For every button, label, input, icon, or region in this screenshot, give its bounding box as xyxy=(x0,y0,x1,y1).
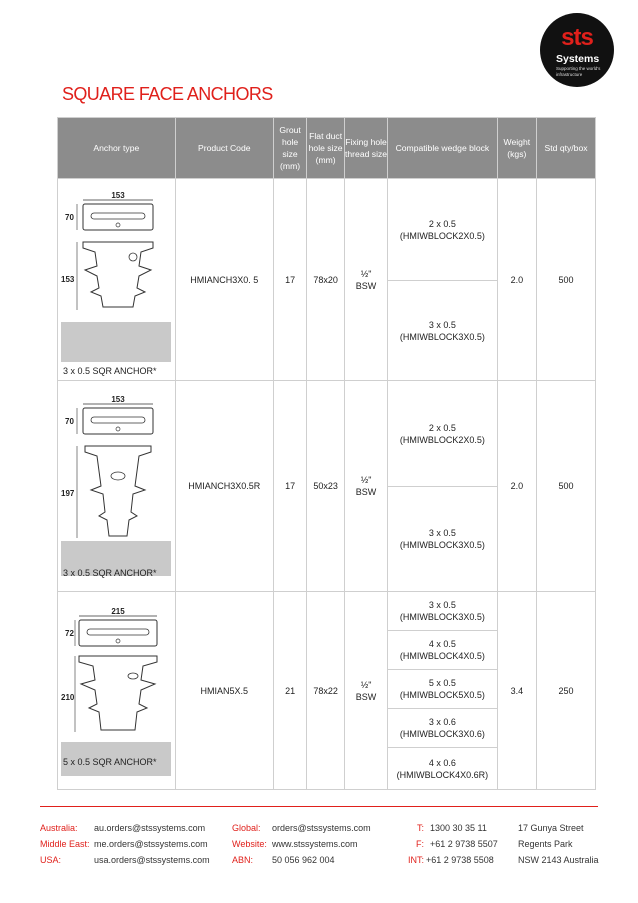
footer-address xyxy=(518,820,599,868)
footer-line-item xyxy=(232,820,371,836)
wedge-size: 3 x 0.5 xyxy=(428,600,456,610)
wedge-block xyxy=(388,487,497,592)
header-flat-duct: Flat duct hole size (mm) xyxy=(307,118,345,179)
footer-address-line: 17 Gunya Street xyxy=(518,823,584,833)
footer-line-item xyxy=(40,836,210,852)
fixing-bsw: BSW xyxy=(355,487,377,497)
header-product-code: Product Code xyxy=(175,118,273,179)
footer-global-info xyxy=(232,820,371,868)
anchor-label: 3 x 0.5 SQR ANCHOR* xyxy=(63,568,157,578)
wedge-block xyxy=(388,670,497,709)
wedge-code: (HMIWBLOCK2X0.5) xyxy=(399,434,485,445)
wedge-block xyxy=(388,631,497,670)
wedge-size: 4 x 0.5 xyxy=(428,639,456,649)
table-row xyxy=(58,592,596,631)
footer-label: USA: xyxy=(40,855,62,865)
anchor-type-cell xyxy=(58,381,176,592)
footer-phone-info xyxy=(406,820,498,868)
dim-width: 153 xyxy=(111,395,126,404)
page-title: SQUARE FACE ANCHORS xyxy=(62,84,273,104)
header-weight: Weight (kgs) xyxy=(497,118,537,179)
std-qty: 500 xyxy=(537,381,596,592)
wedge-code: (HMIWBLOCK3X0.5) xyxy=(399,540,485,550)
header-anchor-type: Anchor type xyxy=(58,118,176,179)
footer-label: Global: xyxy=(232,823,261,833)
fixing-thread xyxy=(344,381,387,592)
wedge-size: 3 x 0.5 xyxy=(428,528,456,538)
dim-top: 70 xyxy=(65,212,75,222)
wedge-code: (HMIWBLOCK2X0.5) xyxy=(399,230,485,241)
footer-line-item xyxy=(406,852,498,868)
wedge-code: (HMIWBLOCK4X0.6R) xyxy=(396,769,489,780)
footer-line-item xyxy=(40,820,210,836)
anchor-label: 5 x 0.5 SQR ANCHOR* xyxy=(63,757,157,767)
wedge-block xyxy=(388,179,497,281)
std-qty: 250 xyxy=(537,592,596,790)
footer-email-link[interactable]: usa.orders@stssystems.com xyxy=(94,855,210,865)
table-header-row xyxy=(58,118,596,179)
fixing-fraction: ½" xyxy=(360,475,372,485)
footer-label: INT: xyxy=(407,855,424,865)
anchor-spec-table xyxy=(57,117,596,790)
wedge-code: (HMIWBLOCK3X0.6) xyxy=(399,729,485,739)
header-fixing: Fixing hole thread size xyxy=(344,118,387,179)
footer-website-link[interactable]: www.stssystems.com xyxy=(272,839,358,849)
flat-duct-size: 78x20 xyxy=(307,179,345,381)
dim-top: 70 xyxy=(65,416,75,426)
footer-line-item xyxy=(232,836,371,852)
table-row xyxy=(58,381,596,487)
product-code: HMIANCH3X0. 5 xyxy=(175,179,273,381)
footer-divider xyxy=(40,806,598,807)
footer-line-item xyxy=(232,852,371,868)
footer-address-line: NSW 2143 Australia xyxy=(518,855,599,865)
footer-line-item xyxy=(406,820,498,836)
footer-address-line: Regents Park xyxy=(518,839,573,849)
dim-width: 153 xyxy=(111,191,126,200)
footer-fax: +61 2 9738 5507 xyxy=(430,839,498,849)
header-wedge: Compatible wedge block xyxy=(388,118,497,179)
footer-intl-phone: +61 2 9738 5508 xyxy=(426,855,494,865)
logo-name: Systems xyxy=(556,53,600,65)
wedge-block xyxy=(388,748,497,790)
weight: 3.4 xyxy=(497,592,537,790)
wedge-code: (HMIWBLOCK3X0.5) xyxy=(399,612,485,622)
header-qty: Std qty/box xyxy=(537,118,596,179)
footer-email-link[interactable]: me.orders@stssystems.com xyxy=(94,839,208,849)
footer-label: Middle East: xyxy=(40,839,90,849)
dim-height: 197 xyxy=(61,488,75,498)
footer-label: ABN: xyxy=(232,855,254,865)
wedge-size: 3 x 0.5 xyxy=(428,319,456,330)
dim-top: 72 xyxy=(65,628,75,638)
table-row xyxy=(58,179,596,281)
product-code: HMIANCH3X0.5R xyxy=(175,381,273,592)
anchor-label: 3 x 0.5 SQR ANCHOR* xyxy=(63,366,157,376)
wedge-block xyxy=(388,709,497,748)
footer-label: Australia: xyxy=(40,823,78,833)
anchor-diagram xyxy=(61,192,171,372)
anchor-type-cell xyxy=(58,179,176,381)
fixing-fraction: ½" xyxy=(360,268,372,279)
footer-label: F: xyxy=(416,839,424,849)
fixing-thread xyxy=(344,179,387,381)
footer-line-item xyxy=(40,852,210,868)
grout-size: 17 xyxy=(273,381,307,592)
wedge-code: (HMIWBLOCK3X0.5) xyxy=(399,331,485,342)
dim-height: 153 xyxy=(61,274,75,284)
flat-duct-size: 78x22 xyxy=(307,592,345,790)
logo-tagline: Supporting the world's infrastructure xyxy=(556,66,601,77)
wedge-size: 3 x 0.6 xyxy=(428,717,456,727)
fixing-thread xyxy=(344,592,387,790)
footer-label: Website: xyxy=(232,839,267,849)
fixing-bsw: BSW xyxy=(355,280,377,291)
weight: 2.0 xyxy=(497,381,537,592)
flat-duct-size: 50x23 xyxy=(307,381,345,592)
wedge-code: (HMIWBLOCK4X0.5) xyxy=(399,651,485,661)
wedge-size: 4 x 0.6 xyxy=(428,757,456,768)
footer-email-link[interactable]: au.orders@stssystems.com xyxy=(94,823,206,833)
product-code: HMIAN5X.5 xyxy=(175,592,273,790)
header-grout: Grout hole size (mm) xyxy=(273,118,307,179)
grout-size: 21 xyxy=(273,592,307,790)
wedge-block xyxy=(388,281,497,381)
footer-line-item xyxy=(406,836,498,852)
anchor-diagram xyxy=(61,608,171,778)
footer-label: T: xyxy=(416,823,424,833)
wedge-block xyxy=(388,381,497,487)
grout-size: 17 xyxy=(273,179,307,381)
fixing-fraction: ½" xyxy=(360,679,372,690)
footer-abn: 50 056 962 004 xyxy=(272,855,335,865)
footer-regional-emails xyxy=(40,820,210,868)
anchor-type-cell xyxy=(58,592,176,790)
sts-logo xyxy=(540,13,614,87)
dim-width: 215 xyxy=(111,607,126,616)
wedge-code: (HMIWBLOCK5X0.5) xyxy=(399,690,485,700)
dim-height: 210 xyxy=(61,692,75,702)
weight: 2.0 xyxy=(497,179,537,381)
logo-mark: sts xyxy=(561,24,593,51)
footer-email-link[interactable]: orders@stssystems.com xyxy=(272,823,371,833)
anchor-diagram xyxy=(61,396,171,581)
wedge-size: 2 x 0.5 xyxy=(428,218,456,229)
wedge-size: 2 x 0.5 xyxy=(428,422,456,433)
wedge-block xyxy=(388,592,497,631)
std-qty: 500 xyxy=(537,179,596,381)
footer-phone: 1300 30 35 11 xyxy=(430,823,487,833)
wedge-size: 5 x 0.5 xyxy=(428,678,456,688)
fixing-bsw: BSW xyxy=(355,691,377,702)
